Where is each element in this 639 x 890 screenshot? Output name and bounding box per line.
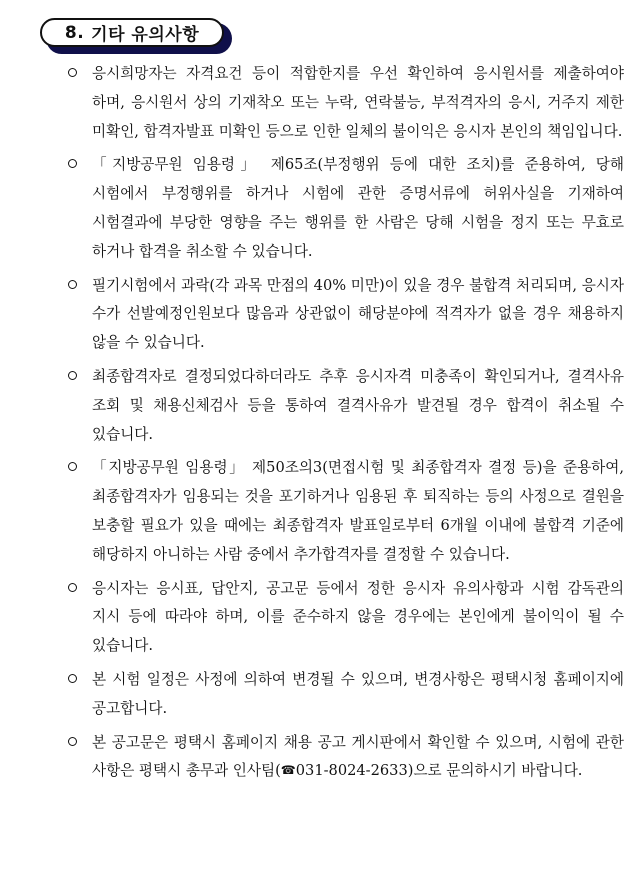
notice-text: 「지방공무원 임용령」 제50조의3(면접시험 및 최종합격자 결정 등)을 준용하여, 최종합격자가 임용되는 것을 포기하거나 임용된 후 퇴직하는 등의 사정으로 결원을 보충할 필요가 있을 때에는 최종합격자 발표일로부터 6개월 이내에 불합격 기준에 해당하지 아니하는 사람 중에서 추가합격자를 결정할 수 있습니다. — [92, 459, 624, 563]
list-item — [64, 666, 624, 724]
notice-text: 응시희망자는 자격요건 등이 적합한지를 우선 확인하여 응시원서를 제출하여야 하며, 응시원서 상의 기재착오 또는 누락, 연락불능, 부적격자의 응시, 거주지 제한 미확인, 합격자발표 미확인 등으로 인한 일체의 불이익은 응시자 본인의 책임입니다. — [92, 65, 624, 140]
list-item — [64, 363, 624, 449]
list-item — [64, 575, 624, 661]
phone-number: 031-8024-2633 — [295, 762, 408, 780]
notice-text: 응시자는 응시표, 답안지, 공고문 등에서 정한 응시자 유의사항과 시험 감독관의 지시 등에 따라야 하며, 이를 준수하지 않을 경우에는 본인에게 불이익이 될 수 있습니다. — [92, 579, 624, 655]
circle-bullet-icon — [68, 159, 77, 168]
notice-text: 본 시험 일정은 사정에 의하여 변경될 수 있으며, 변경사항은 평택시청 홈페이지에 공고합니다. — [92, 670, 624, 717]
list-item — [64, 454, 624, 569]
notice-text: 최종합격자로 결정되었다하더라도 추후 응시자격 미충족이 확인되거나, 결격사유 조회 및 채용신체검사 등을 통하여 결격사유가 발견될 경우 합격이 취소될 수 있습니다. — [92, 367, 624, 443]
notice-list — [64, 60, 624, 791]
circle-bullet-icon — [68, 583, 77, 592]
section-header-pill — [40, 18, 224, 47]
contact-text-before: 본 공고문은 평택시 홈페이지 채용 공고 게시판에서 확인할 수 있으며, 시험에 관한 사항은 평택시 총무과 인사팀( — [92, 733, 624, 780]
section-number: 8. — [64, 22, 85, 43]
section-header — [40, 18, 235, 56]
list-item — [64, 60, 624, 146]
telephone-icon: ☎ — [280, 763, 296, 778]
contact-text-after: )으로 문의하시기 바랍니다. — [407, 762, 583, 780]
circle-bullet-icon — [68, 280, 77, 289]
notice-text-contact — [92, 729, 624, 787]
section-title: 기타 유의사항 — [91, 25, 200, 45]
circle-bullet-icon — [68, 462, 77, 471]
circle-bullet-icon — [68, 371, 77, 380]
circle-bullet-icon — [68, 674, 77, 683]
circle-bullet-icon — [68, 737, 77, 746]
circle-bullet-icon — [68, 68, 77, 77]
list-item — [64, 729, 624, 787]
list-item — [64, 151, 624, 266]
list-item — [64, 272, 624, 358]
notice-text: 필기시험에서 과락(각 과목 만점의 40% 미만)이 있을 경우 불합격 처리되며, 응시자 수가 선발예정인원보다 많음과 상관없이 해당분야에 적격자가 없을 경우 채용하지 않을 수 있습니다. — [92, 276, 624, 352]
notice-text: 「지방공무원 임용령」 제65조(부정행위 등에 대한 조치)를 준용하여, 당해 시험에서 부정행위를 하거나 시험에 관한 증명서류에 허위사실을 기재하여 시험결과에 부당한 영향을 주는 행위를 한 사람은 당해 시험을 정지 또는 무효로 하거나 합격을 취소할 수 있습니다. — [92, 156, 624, 260]
